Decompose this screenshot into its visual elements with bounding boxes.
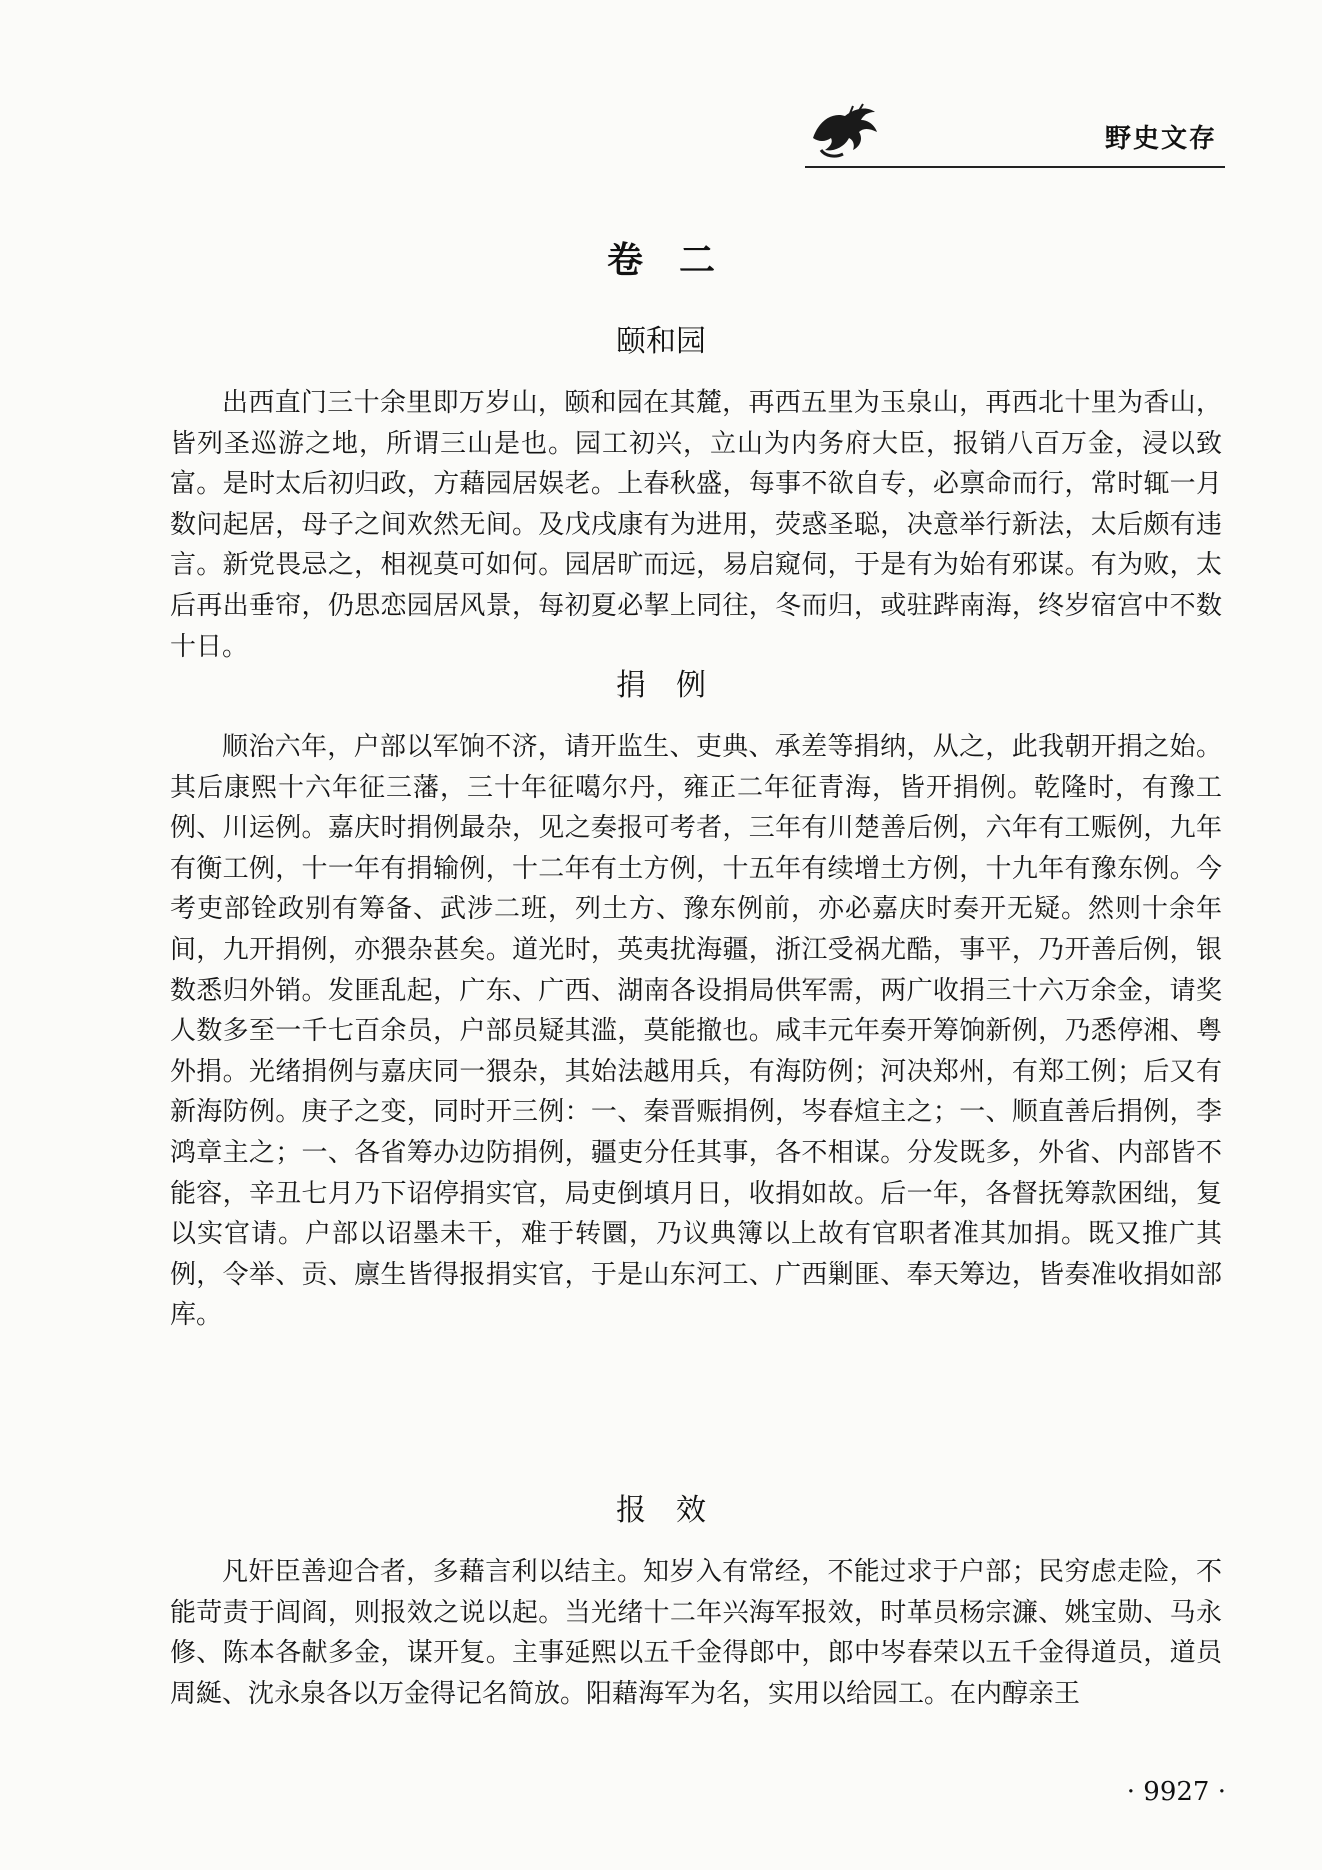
section-body-baoxiao: 凡奸臣善迎合者，多藉言利以结主。知岁入有常经，不能过求于户部；民穷虑走险，不能苛责于闾阎，则报效之说以起。当光绪十二年兴海军报效，时革员杨宗濂、姚宝勋、马永修、陈本各献多金，谋开复。主事延熙以五千金得郎中，郎中岑春荣以五千金得道员，道员周綖、沈永泉各以万金得记名简放。阳藉海军为名，实用以给园工。在内醇亲王 <box>170 1557 1222 1709</box>
section-body-juanli: 顺治六年，户部以军饷不济，请开监生、吏典、承差等捐纳，从之，此我朝开捐之始。其后康熙十六年征三藩，三十年征噶尔丹，雍正二年征青海，皆开捐例。乾隆时，有豫工例、川运例。嘉庆时捐例最杂，见之奏报可考者，三年有川楚善后例，六年有工赈例，九年有衡工例，十一年有捐输例，十二年有土方例，十五年有续增土方例，十九年有豫东例。今考吏部铨政别有筹备、武涉二班，列土方、豫东例前，亦必嘉庆时奏开无疑。然则十余年间，九开捐例，亦猥杂甚矣。道光时，英夷扰海疆，浙江受祸尤酷，事平，乃开善后例，银数悉归外销。发匪乱起，广东、广西、湖南各设捐局供军需，两广收捐三十六万余金，请奖人数多至一千七百余员，户部员疑其滥，莫能撤也。咸丰元年奏开筹饷新例，乃悉停湘、粤外捐。光绪捐例与嘉庆同一猥杂，其始法越用兵，有海防例；河决郑州，有郑工例；后又有新海防例。庚子之变，同时开三例：一、秦晋赈捐例，岑春煊主之；一、顺直善后捐例，李鸿章主之；一、各省筹办边防捐例，疆吏分任其事，各不相谋。分发既多，外省、内部皆不能容，辛丑七月乃下诏停捐实官，局吏倒填月日，收捐如故。后一年，各督抚筹款困绌，复以实官请。户部以诏墨未干，难于转圜，乃议典簿以上故有官职者准其加捐。既又推广其例，令举、贡、廪生皆得报捐实官，于是山东河工、广西剿匪、奉天筹边，皆奏准收捐如部库。 <box>170 732 1222 1331</box>
page-number: · 9927 · <box>1126 1777 1226 1807</box>
section-title-baoxiao: 报 效 <box>616 1493 706 1528</box>
running-header <box>805 98 1225 168</box>
section-body-yiheyuan: 出西直门三十余里即万岁山，颐和园在其麓，再西五里为玉泉山，再西北十里为香山，皆列圣巡游之地，所谓三山是也。园工初兴，立山为内务府大臣，报销八百万金，浸以致富。是时太后初归政，方藉园居娱老。上春秋盛，每事不欲自专，必禀命而行，常时辄一月数问起居，母子之间欢然无间。及戊戌康有为进用，荧惑圣聪，决意举行新法，太后颇有违言。新党畏忌之，相视莫可如何。园居旷而远，易启窥伺，于是有为始有邪谋。有为败，太后再出垂帘，仍思恋园居风景，每初夏必挈上同往，冬而归，或驻跸南海，终岁宿宫中不数十日。 <box>170 388 1222 662</box>
volume-title: 卷 二 <box>606 240 715 281</box>
section-title-yiheyuan: 颐和园 <box>616 324 706 359</box>
dragon-icon <box>805 98 883 162</box>
section-title-juanli: 捐 例 <box>616 668 706 703</box>
series-title: 野史文存 <box>1104 124 1217 154</box>
